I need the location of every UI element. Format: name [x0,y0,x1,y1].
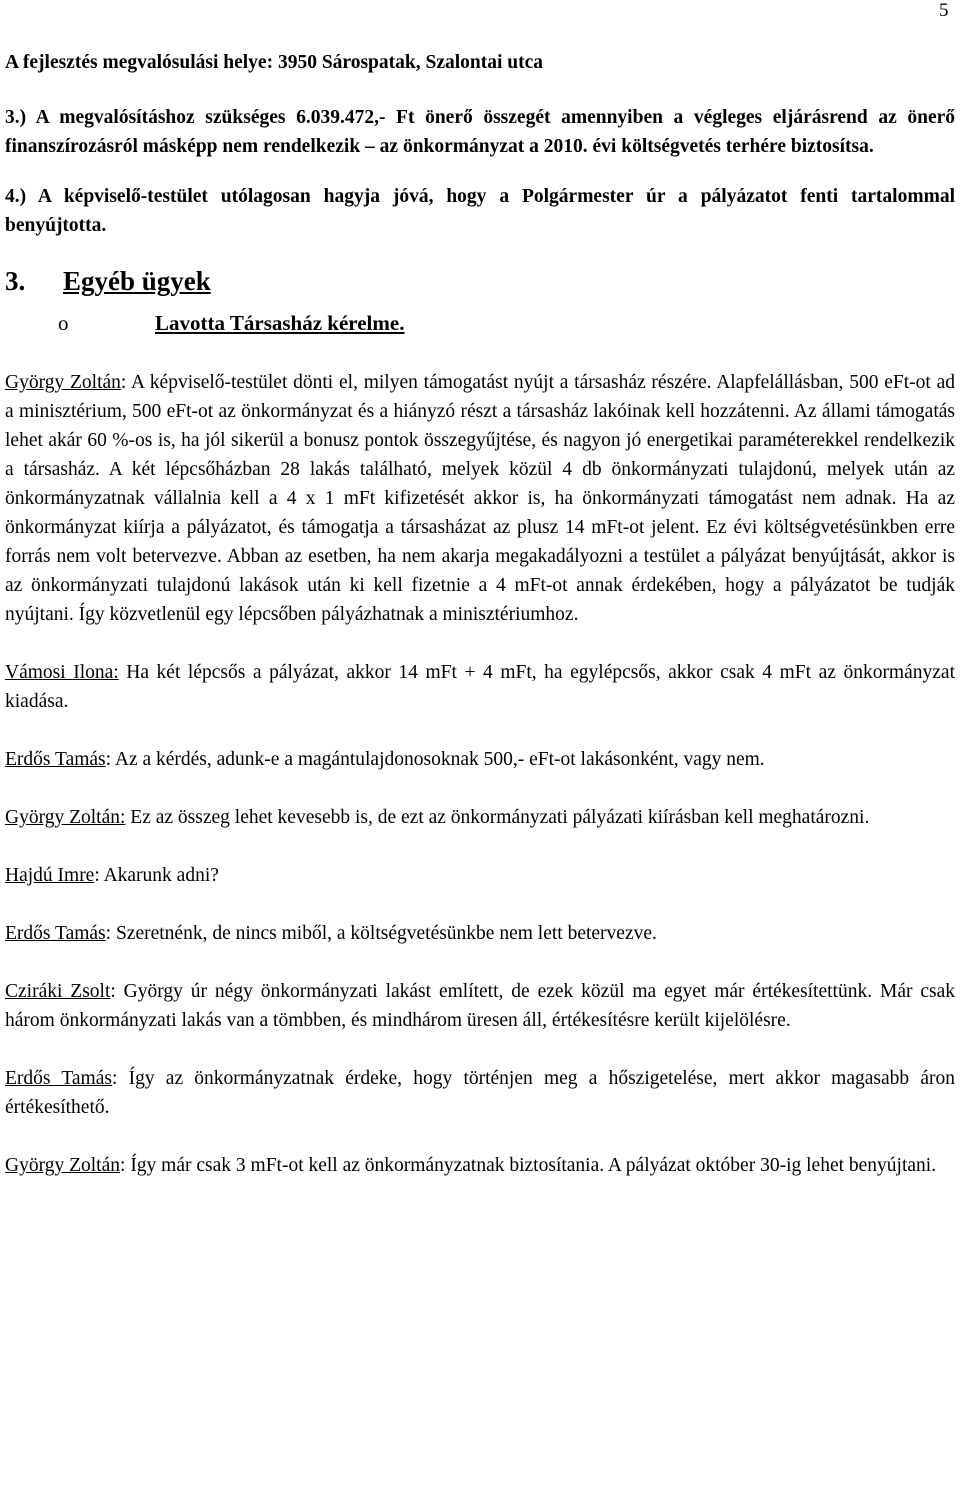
speaker-name: György Zoltán [5,372,121,393]
speaker-separator: : [105,749,112,770]
speech [5,803,955,832]
speech-text: Ha két lépcsős a pályázat, akkor 14 mFt + 4 mFt, ha egylépcsős, akkor csak 4 mFt az önkormányzat kiadása. [5,662,955,712]
speech [5,1151,955,1180]
section-heading [5,264,955,298]
speech-text: A képviselő-testület dönti el, milyen támogatást nyújt a társasház részére. Alapfelállásban, 500 eFt-ot ad a minisztérium, 500 eFt-ot az önkormányzat és a hiányzó részt a társasház lakóinak kell hozzátenni. Az állami támogatás lehet akár 60 %-os is, ha jól sikerül a bonusz pontok összegyűjtése, és nagyon jó energetikai paraméterekkel rendelkezik a társasház. A két lépcsőházban 28 lakás található, melyek közül 4 db önkormányzati tulajdonú, melyek után az önkormányzatnak vállalnia kell a 4 x 1 mFt kifizetését akkor is, ha önkormányzati támogatást nem adnak. Ha az önkormányzat kiírja a pályázatot, és támogatja a társasházat az plusz 14 mFt-ot jelent. Ez évi költségvetésünkben erre forrás nem volt betervezve. Abban az esetben, ha nem akarja megakadályozni a testület a pályázat benyújtását, akkor is az önkormányzati tulajdonú lakások után ki kell fizetnie a 4 mFt-ot annak érdekében, hogy a pályázatot be tudják nyújtani. Így közvetlenül egy lépcsőben pályázhatnak a minisztériumhoz. [5,372,955,625]
speaker-name: György Zoltán [5,1155,121,1176]
speech-text: Az a kérdés, adunk-e a magántulajdonosoknak 500,- eFt-ot lakásonként, vagy nem. [111,749,765,770]
speech [5,861,955,890]
speech-text: Szeretnénk, de nincs miből, a költségvetésünkbe nem lett betervezve. [111,923,657,944]
speaker-name: Erdős Tamás [5,1068,112,1089]
speech-text: György úr négy önkormányzati lakást említett, de ezek közül ma egyet már értékesítettünk. Már csak három önkormányzati lakás van a tömbben, és mindhárom üresen áll, értékesítésre került kijelölésre. [5,981,955,1031]
speaker-name: Cziráki Zsolt [5,981,111,1002]
resolution-point-4: 4.) A képviselő-testület utólagosan hagyja jóvá, hogy a Polgármester úr a pályázatot fenti tartalommal benyújtotta. [5,186,955,236]
speaker-separator: : [110,981,116,1002]
agenda-item [5,308,955,338]
speaker-name: Erdős Tamás [5,923,106,944]
speech [5,745,955,774]
speech [5,368,955,629]
speaker-separator: : [120,372,127,393]
speaker-name: Erdős Tamás [5,749,106,770]
speech-text: Így az önkormányzatnak érdeke, hogy történjen meg a hőszigetelése, mert akkor magasabb áron értékesíthető. [5,1068,955,1118]
bullet-marker: o [58,311,69,335]
speaker-separator: : [94,865,100,886]
speech [5,977,955,1035]
location-line: A fejlesztés megvalósulási helye: 3950 Sárospatak, Szalontai utca [5,52,544,73]
speech [5,919,955,948]
speaker-name: György Zoltán: [5,807,126,828]
speaker-separator: : [120,1155,126,1176]
speech-text: Így már csak 3 mFt-ot kell az önkormányzatnak biztosítania. A pályázat október 30-ig lehet benyújtani. [125,1155,937,1176]
section-number: 3. [5,266,26,296]
speaker-separator: : [111,1068,118,1089]
agenda-item-text: Lavotta Társasház kérelme. [155,311,405,335]
section-title: Egyéb ügyek [63,266,211,296]
speech-text: Ez az összeg lehet kevesebb is, de ezt az önkormányzati pályázati kiírásban kell meghatározni. [125,807,870,828]
document-body [5,48,955,1180]
page-number: 5 [939,0,949,21]
speaker-separator: : [105,923,112,944]
speech [5,1064,955,1122]
speaker-name: Vámosi Ilona: [5,662,119,683]
speech-text: Akarunk adni? [99,865,219,886]
speech [5,658,955,716]
speaker-name: Hajdú Imre [5,865,95,886]
resolution-point-3: 3.) A megvalósításhoz szükséges 6.039.472,- Ft önerő összegét amennyiben a végleges eljárásrend az önerő finanszírozásról másképp nem rendelkezik – az önkormányzat a 2010. évi költségvetés terhére biztosítsa. [5,107,955,157]
